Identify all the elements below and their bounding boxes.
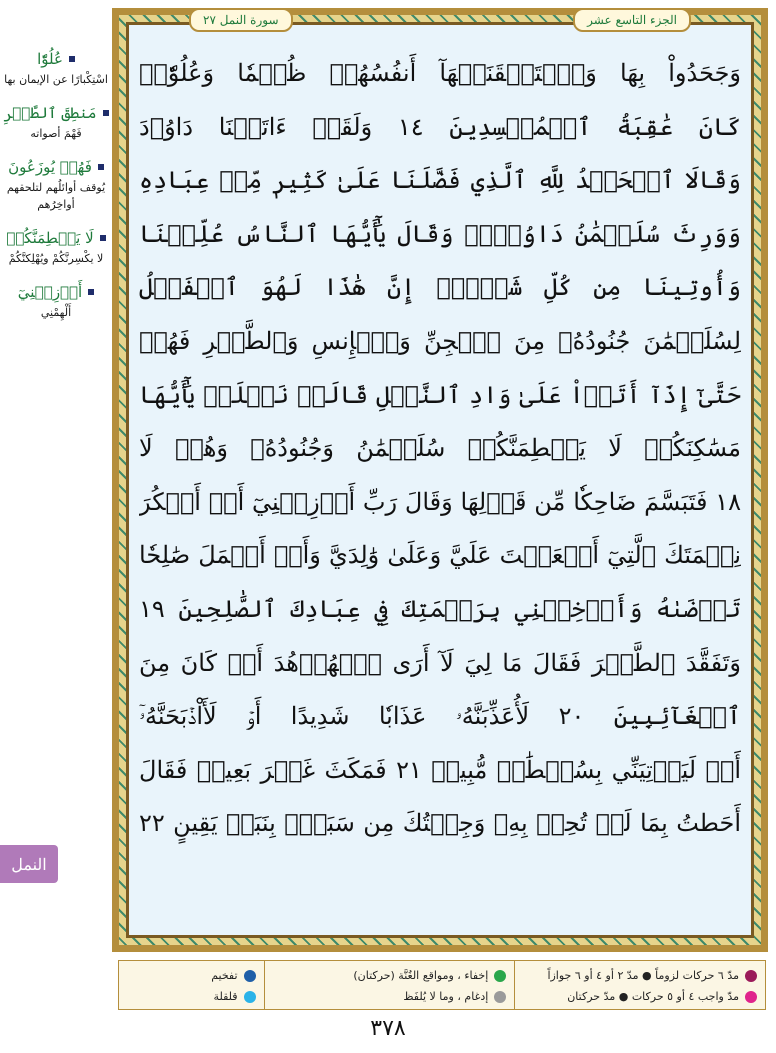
verse-line[interactable]: ١٨ فَتَبَسَّمَ ضَاحِكٗا مِّن قَوۡلِهَا وَقَالَ رَبِّ أَوۡزِعۡنِيٓ أَنۡ أَشۡكُرَ xyxy=(139,487,741,516)
glossary-item xyxy=(0,50,112,88)
color-dot-icon xyxy=(494,991,506,1003)
verse-line[interactable]: ٱلۡغَآئِبِينَ ٢٠ لَأُعَذِّبَنَّهُۥ عَذَابٗا شَدِيدًا أَوۡ لَأَاْذۡبَحَنَّهُۥٓ xyxy=(139,702,741,731)
page-frame xyxy=(112,8,768,952)
glossary-meaning: يُوقف أوائلُهم لتلحقهم أواخِرُهم xyxy=(6,181,106,211)
header-juz: الجزء التاسع عشر xyxy=(573,8,691,32)
verse-line[interactable]: حَتَّىٰٓ إِذَآ أَتَوۡاْ عَلَىٰ وَادِ ٱلنَّمۡلِ قَالَتۡ نَمۡلَةٞ يَٰٓأَيُّهَا xyxy=(139,380,741,409)
legend-label: إدغام ، وما لا يُلفَظ xyxy=(403,990,489,1003)
page-number: ٣٧٨ xyxy=(370,1016,406,1041)
legend-item xyxy=(273,965,507,986)
color-dot-icon xyxy=(745,970,757,982)
verse-line[interactable]: تَرۡضَىٰهُ وَأَدۡخِلۡنِي بِرَحۡمَتِكَ فِي عِبَادِكَ ٱلصَّٰلِحِينَ ١٩ xyxy=(139,594,741,623)
legend-column xyxy=(264,961,515,1009)
color-dot-icon xyxy=(494,970,506,982)
verse-line[interactable]: وَتَفَقَّدَ ٱلطَّيۡرَ فَقَالَ مَا لِيَ لَآ أَرَى ٱلۡهُدۡهُدَ أَمۡ كَانَ مِنَ xyxy=(139,648,741,677)
glossary-term: لَا يَحۡطِمَنَّكُمۡ xyxy=(0,229,112,247)
glossary-meaning: فَهْمَ أصواته xyxy=(30,127,82,140)
glossary-term: أَوۡزِعۡنِيٓ xyxy=(0,283,112,301)
glossary-margin xyxy=(0,50,112,670)
legend-label: مدّ ٦ حركات لزوماً ● مدّ ٢ أو ٤ أو ٦ جوازاً xyxy=(547,969,739,982)
verse-line[interactable]: وَأُوتِينَا مِن كُلِّ شَيۡءٍۖ إِنَّ هَٰذَا لَهُوَ ٱلۡفَضۡلُ xyxy=(139,273,741,302)
legend-label: إخفاء ، ومواقع الغُنَّة (حركتان) xyxy=(353,969,489,982)
surah-tab[interactable]: النمل xyxy=(0,845,58,883)
glossary-meaning: لا يكْسِرنَّكُمْ ويُهْلِكنَّكُمْ xyxy=(8,252,104,265)
tajweed-legend xyxy=(118,960,766,1010)
verse-line[interactable]: مَسَٰكِنَكُمۡ لَا يَحۡطِمَنَّكُمۡ سُلَيۡمَٰنُ وَجُنُودُهُۥ وَهُمۡ لَا xyxy=(139,434,741,463)
glossary-term: عُلُوّٗا xyxy=(0,50,112,68)
legend-column xyxy=(514,961,765,1009)
color-dot-icon xyxy=(244,970,256,982)
legend-item xyxy=(273,986,507,1007)
verse-line[interactable]: وَقَالَا ٱلۡحَمۡدُ لِلَّهِ ٱلَّذِي فَضَّلَنَا عَلَىٰ كَثِيرٖ مِّنۡ عِبَادِهِ xyxy=(139,166,741,195)
header-surah: سورة النمل ٢٧ xyxy=(189,8,293,32)
verse-line[interactable]: نِعۡمَتَكَ ٱلَّتِيٓ أَنۡعَمۡتَ عَلَيَّ وَعَلَىٰ وَٰلِدَيَّ وَأَنۡ أَعۡمَلَ صَٰلِحٗا xyxy=(139,541,741,570)
legend-column xyxy=(119,961,264,1009)
legend-label: تفخيم xyxy=(211,969,238,982)
glossary-meaning: أَلْهِمْنِي xyxy=(40,306,72,319)
verse-line[interactable]: كَانَ عَٰقِبَةُ ٱلۡمُفۡسِدِينَ ١٤ وَلَقَدۡ ءَاتَيۡنَا دَاوُۥدَ xyxy=(139,112,741,141)
page-content xyxy=(126,13,754,938)
verse-line[interactable]: أَحَطتُ بِمَا لَمۡ تُحِطۡ بِهِۦ وَجِئۡتُكَ مِن سَبَإِۭ بِنَبَإٖ يَقِينٍ ٢٢ xyxy=(139,809,741,838)
color-dot-icon xyxy=(745,991,757,1003)
legend-item xyxy=(127,986,256,1007)
glossary-item xyxy=(0,104,112,142)
glossary-item xyxy=(0,158,112,213)
legend-label: مدّ واجب ٤ أو ٥ حركات ● مدّ حركتان xyxy=(567,990,739,1003)
legend-item xyxy=(523,986,757,1007)
verse-line[interactable]: وَجَحَدُواْ بِهَا وَٱسۡتَيۡقَنَتۡهَآ أَنفُسُهُمۡ ظُلۡمٗا وَعُلُوّٗاۚ xyxy=(139,59,741,87)
legend-item xyxy=(523,965,757,986)
legend-label: قلقلة xyxy=(213,990,238,1003)
glossary-term: مَنطِقَ ٱلطَّيۡرِ xyxy=(0,104,112,122)
glossary-item xyxy=(0,283,112,321)
verse-line[interactable]: لِسُلَيۡمَٰنَ جُنُودُهُۥ مِنَ ٱلۡجِنِّ وَٱلۡإِنسِ وَٱلطَّيۡرِ فَهُمۡ xyxy=(139,326,741,355)
color-dot-icon xyxy=(244,991,256,1003)
legend-item xyxy=(127,965,256,986)
verse-line[interactable]: وَوَرِثَ سُلَيۡمَٰنُ دَاوُۥدَۖ وَقَالَ يَٰٓأَيُّهَا ٱلنَّاسُ عُلِّمۡنَا xyxy=(139,219,741,248)
glossary-item xyxy=(0,229,112,267)
glossary-meaning: اسْتِكْبارًا عن الإيمان بها xyxy=(4,73,108,86)
verse-lines xyxy=(139,47,741,851)
verse-line[interactable]: أَوۡ لَيَأۡتِيَنِّي بِسُلۡطَٰنٖ مُّبِينٖ ٢١ فَمَكَثَ غَيۡرَ بَعِيدٖ فَقَالَ xyxy=(139,755,741,784)
glossary-term: فَهُمۡ يُوزَعُونَ xyxy=(0,158,112,176)
